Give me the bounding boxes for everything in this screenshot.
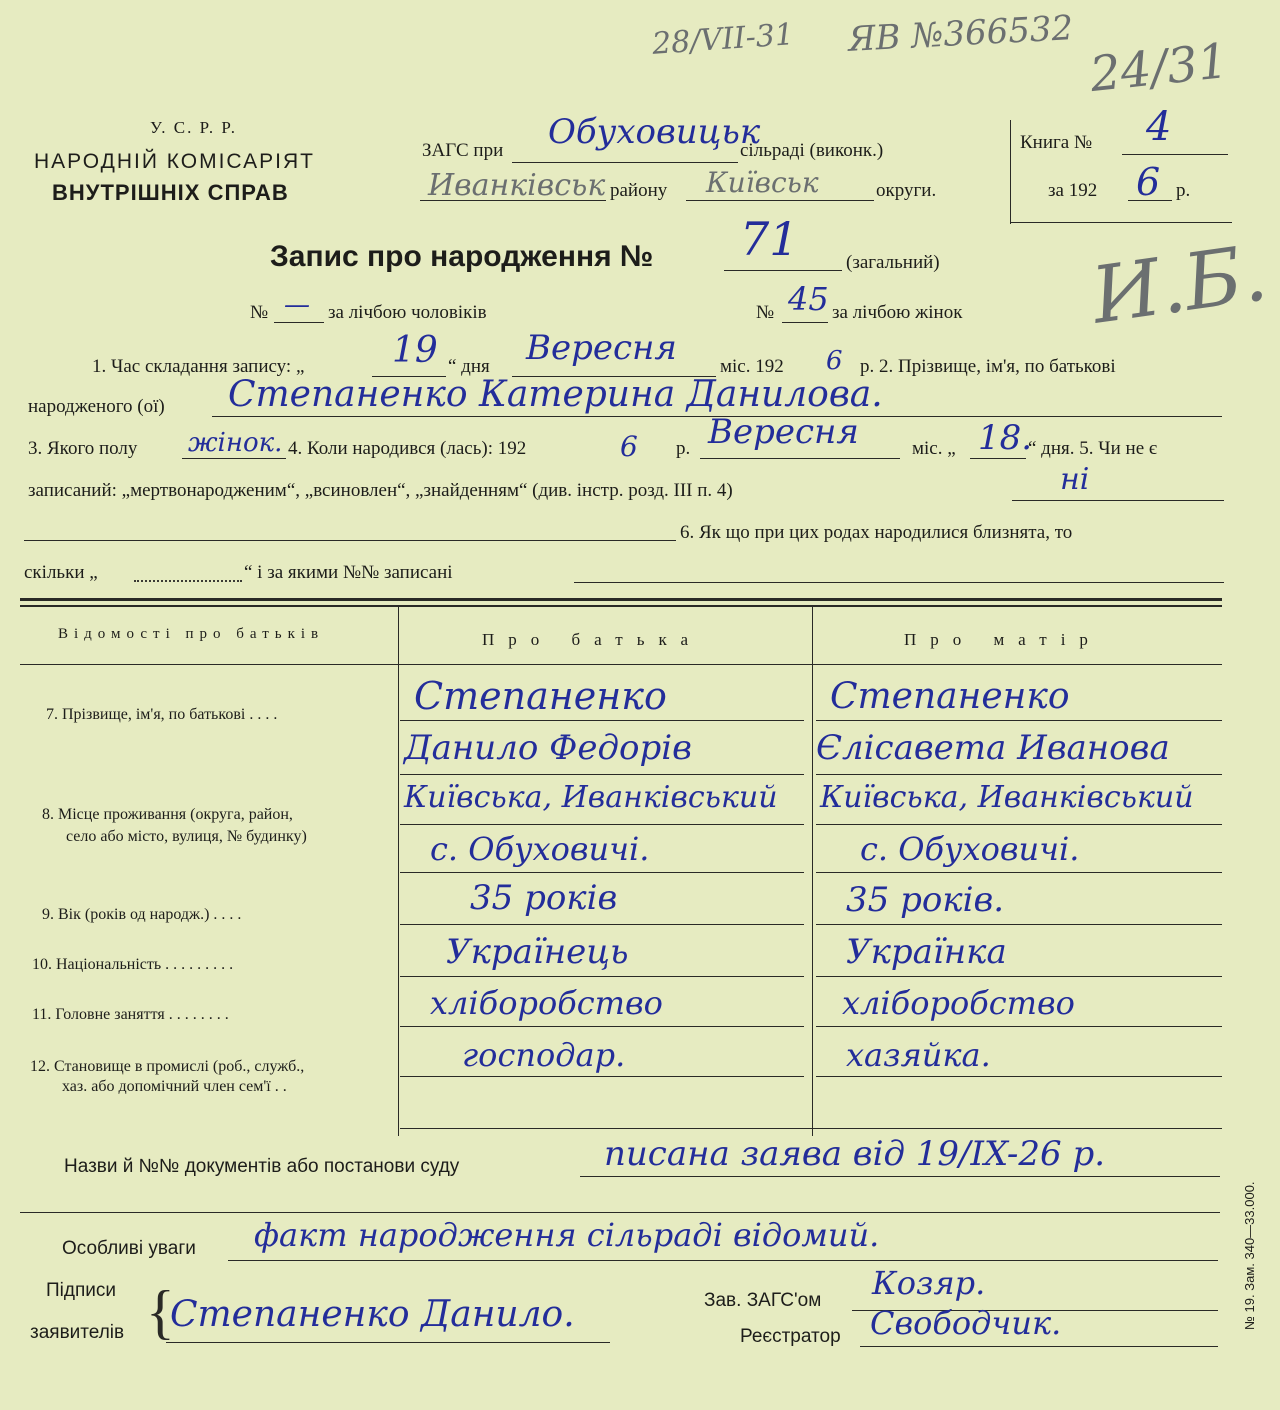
women-count-value: 45	[788, 280, 829, 318]
documents-value: писана заява від 19/IX-26 р.	[604, 1134, 1106, 1174]
father-place2-value: с. Обуховичі.	[430, 830, 650, 868]
row7-label: 7. Прізвище, ім'я, по батькові . . . .	[46, 706, 278, 723]
ussr-label: У. С. Р. Р.	[150, 118, 238, 137]
documents-label: Назви й №№ документів або постанови суду	[64, 1156, 460, 1177]
print-order-note: № 19. Зам. 340—33.000.	[1242, 1181, 1257, 1330]
row9-label: 9. Вік (років од народж.) . . . .	[42, 906, 242, 923]
book-number-value: 4	[1146, 104, 1172, 150]
q1-month-label: міс. 192	[720, 356, 784, 377]
q5-label: “ дня. 5. Чи не є	[1028, 438, 1158, 459]
q1-label: 1. Час складання запису: „	[92, 356, 305, 377]
men-count-value: —	[284, 290, 310, 320]
book-year-r: р.	[1176, 180, 1191, 201]
applicant-signature-value: Степаненко Данило.	[170, 1294, 575, 1335]
commissariat-line2: ВНУТРІШНІХ СПРАВ	[52, 180, 289, 205]
notes-value: факт народження сільраді відомий.	[254, 1216, 880, 1254]
book-year-value: 6	[1136, 160, 1161, 204]
child-name-value: Степаненко Катерина Данилова.	[228, 374, 883, 415]
father-occupation-value: хліборобство	[430, 984, 663, 1022]
mother-surname-value: Степаненко	[830, 676, 1070, 717]
q5-text: записаний: „мертвонародженим“, „всиновлен“, „знайденням“ (див. інстр. розд. III п. 4)	[28, 480, 733, 501]
father-place1-value: Київська, Иванківський	[404, 780, 778, 815]
mother-place1-value: Київська, Иванківський	[820, 780, 1194, 815]
mother-nationality-value: Українка	[846, 932, 1007, 972]
record-title: Запис про народження №	[270, 240, 654, 273]
birth-year-label: 4. Коли народився (лась): 192	[288, 438, 527, 459]
q1-year-value: 6	[826, 346, 843, 376]
father-surname-value: Степаненко	[414, 674, 667, 718]
head-label: Зав. ЗАГС'ом	[704, 1290, 822, 1311]
archive-code-handwritten: ЯВ №366532	[847, 8, 1075, 60]
sex-label: 3. Якого полу	[28, 438, 138, 459]
brace-icon: {	[146, 1279, 175, 1345]
zags-at-label: ЗАГС при	[422, 140, 504, 161]
q2-label: р. 2. Прізвище, ім'я, по батькові	[860, 356, 1116, 377]
row12-label-a: 12. Становище в промислі (роб., служб.,	[30, 1058, 305, 1075]
q6-numbers-label: “ і за якими №№ записані	[244, 562, 453, 583]
archive-mark-handwritten: 24/31	[1087, 32, 1231, 104]
registrar-signature-value: Свободчик.	[870, 1304, 1062, 1342]
mother-occupation-value: хліборобство	[842, 984, 1075, 1022]
father-name-value: Данило Федорів	[404, 728, 692, 768]
notes-label: Особливі уваги	[62, 1238, 196, 1259]
child-name-label: народженого (ої)	[28, 396, 165, 417]
q6-count-label: скільки „	[24, 562, 98, 583]
selradi-label: сільраді (виконк.)	[740, 140, 884, 161]
row8-label-b: село або місто, вулиця, № будинку)	[66, 828, 307, 845]
row10-label: 10. Національність . . . . . . . . .	[32, 956, 234, 973]
signatures-label-b: заявителів	[30, 1322, 125, 1343]
row12-label-b: хаз. або допомічний член сем'ї . .	[62, 1078, 287, 1095]
selrada-value: Обуховицьк	[548, 112, 761, 152]
rayonu-label: району	[610, 180, 668, 201]
col-father: Про батька	[482, 630, 703, 649]
q6-text: 6. Як що при цих родах народилися близнята, то	[680, 522, 1073, 543]
birth-day-value: 18.	[978, 418, 1033, 458]
q1-day-value: 19	[392, 330, 438, 371]
side-mark-handwritten: И.Б.	[1086, 228, 1273, 342]
women-no-label: №	[756, 302, 775, 323]
registrar-label: Реєстратор	[740, 1326, 841, 1347]
general-label: (загальний)	[846, 252, 940, 273]
men-count-label: за лічбою чоловіків	[328, 302, 487, 323]
okruga-value: Київськ	[706, 166, 819, 199]
birth-r-label: р.	[676, 438, 691, 459]
father-position-value: господар.	[462, 1036, 626, 1074]
col-parents-info: Відомості про батьків	[58, 626, 325, 642]
father-age-value: 35 років	[470, 878, 618, 918]
sex-value: жінок.	[188, 428, 283, 458]
record-number-value: 71	[740, 212, 799, 266]
book-year-label: за 192	[1048, 180, 1098, 201]
archive-date-handwritten: 28/VII-31	[650, 17, 796, 62]
mother-age-value: 35 років.	[846, 880, 1005, 920]
q5-answer-value: ні	[1060, 462, 1090, 497]
birth-month-value: Вересня	[708, 412, 859, 452]
head-signature-value: Козяр.	[872, 1264, 986, 1302]
commissariat-line1: НАРОДНІЙ КОМІСАРІЯТ	[34, 150, 315, 173]
mother-position-value: хазяйка.	[846, 1036, 991, 1074]
row11-label: 11. Головне заняття . . . . . . . .	[32, 1006, 229, 1023]
mother-name-value: Єлісавета Иванова	[816, 728, 1170, 768]
col-mother: Про матір	[904, 630, 1102, 649]
q1-month-value: Вересня	[526, 328, 677, 368]
rayon-value: Иванківськ	[428, 168, 606, 203]
q1-day-label: “ дня	[448, 356, 490, 377]
women-count-label: за лічбою жінок	[832, 302, 963, 323]
men-no-label: №	[250, 302, 269, 323]
birth-year-value: 6	[620, 430, 638, 463]
birth-month-label: міс. „	[912, 438, 956, 459]
book-label: Книга №	[1020, 132, 1093, 153]
father-nationality-value: Українець	[446, 932, 629, 972]
mother-place2-value: с. Обуховичі.	[860, 830, 1080, 868]
signatures-label-a: Підписи	[46, 1280, 116, 1301]
row8-label-a: 8. Місце проживання (округа, район,	[42, 806, 293, 823]
okrugy-label: округи.	[876, 180, 937, 201]
